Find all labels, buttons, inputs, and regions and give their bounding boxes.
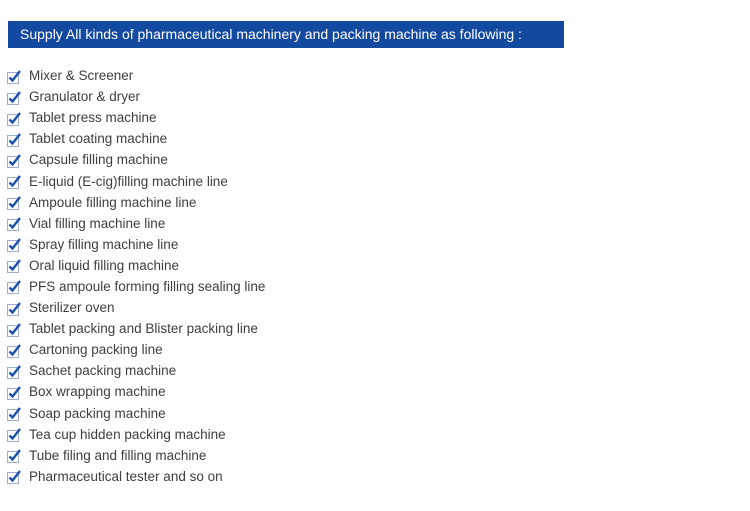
supply-header-banner	[8, 21, 564, 48]
list-item-label: Spray filling machine line	[29, 236, 179, 252]
checkbox-checked-icon	[7, 428, 21, 442]
list-item	[7, 65, 265, 86]
checkbox-checked-icon	[7, 133, 21, 147]
checkbox-checked-icon	[7, 470, 21, 484]
list-item	[7, 149, 265, 170]
list-item-label: Granulator & dryer	[29, 89, 141, 105]
list-item-label: Soap packing machine	[29, 405, 166, 421]
checkbox-checked-icon	[7, 407, 21, 421]
checkbox-checked-icon	[7, 386, 21, 400]
list-item-label: Capsule filling machine	[29, 152, 168, 168]
list-item	[7, 276, 265, 297]
checkbox-checked-icon	[7, 365, 21, 379]
list-item-label: Sachet packing machine	[29, 363, 177, 379]
list-item	[7, 213, 265, 234]
machine-list	[7, 65, 265, 487]
checkbox-checked-icon	[7, 196, 21, 210]
list-item	[7, 128, 265, 149]
list-item	[7, 255, 265, 276]
list-item-label: Tube filing and filling machine	[29, 447, 207, 463]
list-item	[7, 381, 265, 402]
list-item	[7, 339, 265, 360]
list-item-label: Sterilizer oven	[29, 300, 115, 316]
checkbox-checked-icon	[7, 449, 21, 463]
list-item	[7, 107, 265, 128]
checkbox-checked-icon	[7, 259, 21, 273]
list-item-label: Ampoule filling machine line	[29, 194, 197, 210]
list-item-label: Tea cup hidden packing machine	[29, 426, 226, 442]
list-item	[7, 86, 265, 107]
list-item	[7, 170, 265, 191]
checkbox-checked-icon	[7, 112, 21, 126]
checkbox-checked-icon	[7, 280, 21, 294]
list-item	[7, 424, 265, 445]
list-item	[7, 360, 265, 381]
list-item-label: Tablet coating machine	[29, 131, 168, 147]
list-item	[7, 403, 265, 424]
checkbox-checked-icon	[7, 70, 21, 84]
supply-header-title: Supply All kinds of pharmaceutical machinery and packing machine as following :	[20, 26, 522, 42]
list-item-label: Vial filling machine line	[29, 215, 166, 231]
checkbox-checked-icon	[7, 91, 21, 105]
checkbox-checked-icon	[7, 323, 21, 337]
list-item	[7, 297, 265, 318]
list-item-label: Tablet press machine	[29, 110, 157, 126]
list-item-label: Oral liquid filling machine	[29, 257, 180, 273]
list-item-label: Pharmaceutical tester and so on	[29, 468, 223, 484]
list-item-label: Cartoning packing line	[29, 342, 163, 358]
list-item	[7, 318, 265, 339]
list-item-label: Box wrapping machine	[29, 384, 166, 400]
checkbox-checked-icon	[7, 217, 21, 231]
checkbox-checked-icon	[7, 238, 21, 252]
list-item-label: Mixer & Screener	[29, 68, 134, 84]
checkbox-checked-icon	[7, 154, 21, 168]
list-item	[7, 192, 265, 213]
list-item	[7, 466, 265, 487]
list-item-label: Tablet packing and Blister packing line	[29, 321, 258, 337]
checkbox-checked-icon	[7, 344, 21, 358]
checkbox-checked-icon	[7, 302, 21, 316]
checkbox-checked-icon	[7, 175, 21, 189]
list-item-label: E-liquid (E-cig)filling machine line	[29, 173, 228, 189]
list-item-label: PFS ampoule forming filling sealing line	[29, 278, 266, 294]
list-item	[7, 445, 265, 466]
list-item	[7, 234, 265, 255]
